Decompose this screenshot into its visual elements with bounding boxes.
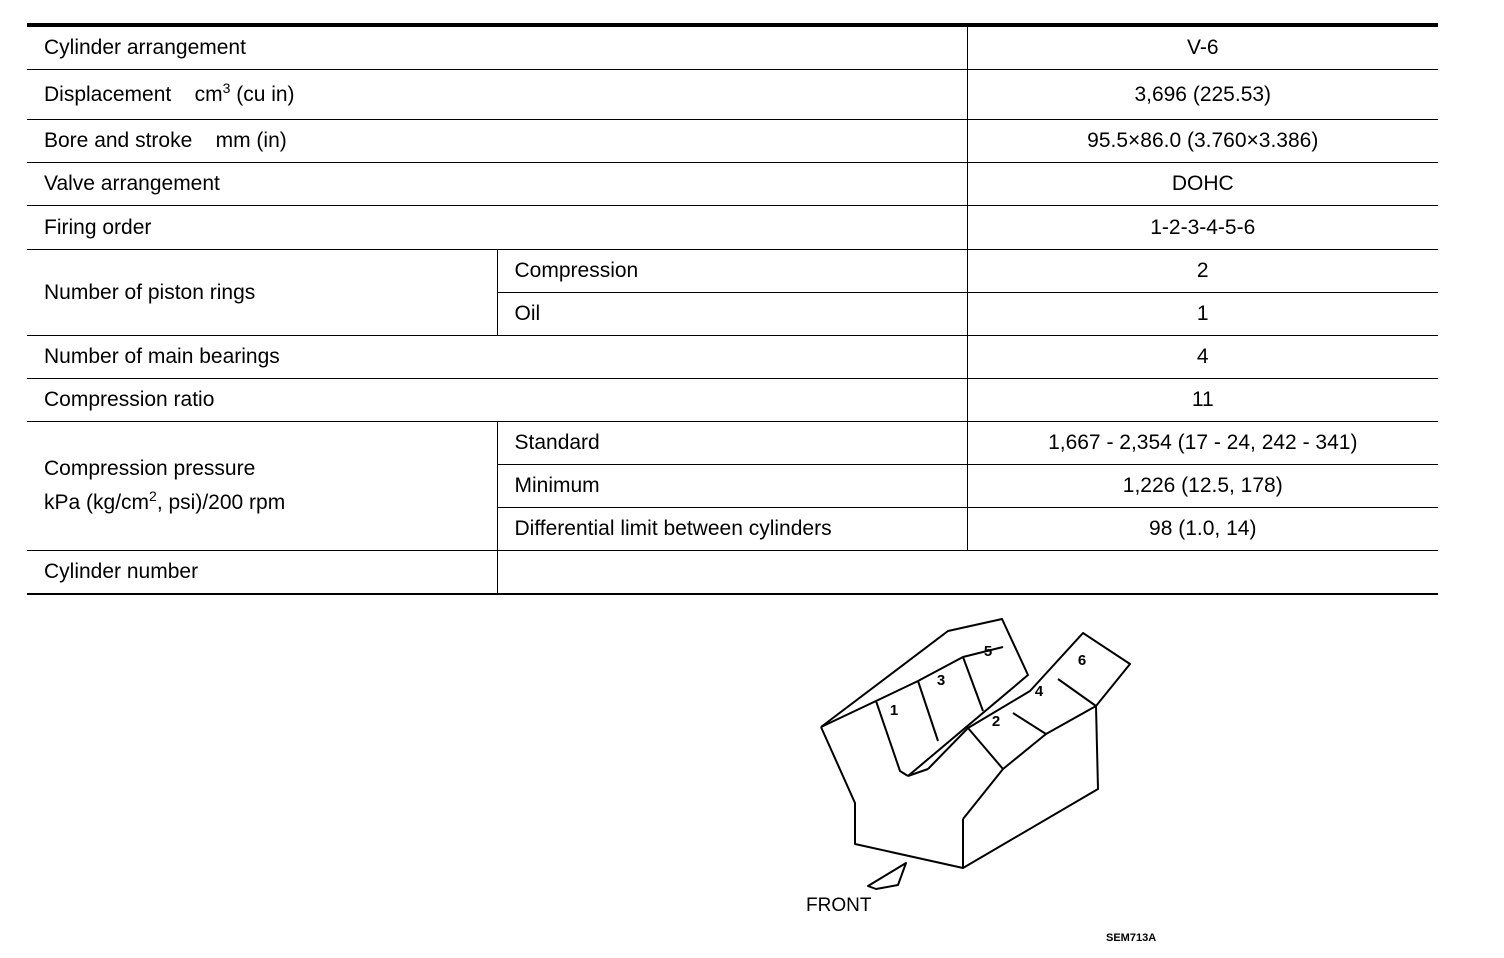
v6-engine-diagram — [498, 551, 1439, 956]
right-front-slope — [963, 769, 1003, 819]
label-compression-differential: Differential limit between cylinders — [497, 508, 967, 551]
right-side-face — [963, 706, 1098, 868]
engine-spec-table — [27, 27, 1438, 944]
displacement-label: Displacement — [44, 82, 172, 106]
label-displacement — [27, 70, 967, 120]
displacement-unit-sup: 3 — [222, 79, 231, 96]
cylinder-label-4: 4 — [1034, 683, 1043, 700]
cylinder-label-5: 5 — [983, 643, 992, 660]
left-divider-1 — [918, 681, 938, 741]
row-main-bearings — [27, 336, 1438, 379]
figure-code: SEM713A — [1105, 932, 1156, 944]
label-piston-rings: Number of piston rings — [27, 250, 497, 336]
bore-stroke-unit: mm (in) — [215, 129, 287, 152]
right-divider-2 — [1058, 679, 1096, 706]
label-compression-ratio: Compression ratio — [27, 379, 967, 422]
label-cylinder-arrangement: Cylinder arrangement — [27, 27, 967, 70]
row-valve-arrangement — [27, 163, 1438, 206]
value-displacement: 3,696 (225.53) — [967, 70, 1438, 120]
cylinder-label-3: 3 — [936, 672, 945, 689]
value-main-bearings: 4 — [967, 336, 1438, 379]
row-piston-rings-compression — [27, 250, 1438, 293]
compression-pressure-line2-post: , psi)/200 rpm — [156, 491, 286, 514]
label-cylinder-number: Cylinder number — [27, 551, 497, 595]
cylinder-label-1: 1 — [889, 702, 898, 719]
row-compression-standard — [27, 422, 1438, 465]
label-main-bearings: Number of main bearings — [27, 336, 967, 379]
label-bore-stroke — [27, 120, 967, 163]
label-compression-minimum: Minimum — [497, 465, 967, 508]
compression-pressure-line1: Compression pressure — [44, 457, 256, 480]
row-bore-stroke — [27, 120, 1438, 163]
row-compression-ratio — [27, 379, 1438, 422]
cylinder-label-6: 6 — [1077, 652, 1086, 669]
cylinder-label-2: 2 — [991, 713, 1000, 730]
value-piston-compression: 2 — [967, 250, 1438, 293]
label-compression-standard: Standard — [497, 422, 967, 465]
row-displacement — [27, 70, 1438, 120]
value-valve-arrangement: DOHC — [967, 163, 1438, 206]
value-cylinder-arrangement: V-6 — [967, 27, 1438, 70]
row-cylinder-arrangement — [27, 27, 1438, 70]
displacement-unit-post: (cu in) — [230, 82, 295, 106]
row-firing-order — [27, 206, 1438, 250]
bore-stroke-label: Bore and stroke — [44, 129, 193, 152]
value-bore-stroke: 95.5×86.0 (3.760×3.386) — [967, 120, 1438, 163]
label-piston-compression: Compression — [497, 250, 967, 293]
label-piston-oil: Oil — [497, 293, 967, 336]
left-bank-front-edge — [821, 701, 876, 727]
value-compression-standard: 1,667 - 2,354 (17 - 24, 242 - 341) — [967, 422, 1438, 465]
label-compression-pressure — [27, 422, 497, 551]
row-cylinder-number — [27, 551, 1438, 595]
right-bank-front-face — [968, 728, 1003, 769]
label-firing-order: Firing order — [27, 206, 967, 250]
value-compression-minimum: 1,226 (12.5, 178) — [967, 465, 1438, 508]
value-compression-differential: 98 (1.0, 14) — [967, 508, 1438, 551]
cylinder-diagram-cell — [497, 551, 1438, 944]
value-compression-ratio: 11 — [967, 379, 1438, 422]
label-valve-arrangement: Valve arrangement — [27, 163, 967, 206]
front-arrow-icon — [868, 863, 906, 889]
displacement-unit-pre: cm — [194, 82, 223, 106]
value-piston-oil: 1 — [967, 293, 1438, 336]
right-divider-1 — [1013, 713, 1046, 734]
compression-pressure-line2-pre: kPa (kg/cm — [44, 491, 150, 514]
compression-pressure-line2-sup: 2 — [149, 488, 157, 504]
front-label: FRONT — [805, 895, 871, 916]
left-divider-2 — [963, 657, 983, 711]
value-firing-order: 1-2-3-4-5-6 — [967, 206, 1438, 250]
